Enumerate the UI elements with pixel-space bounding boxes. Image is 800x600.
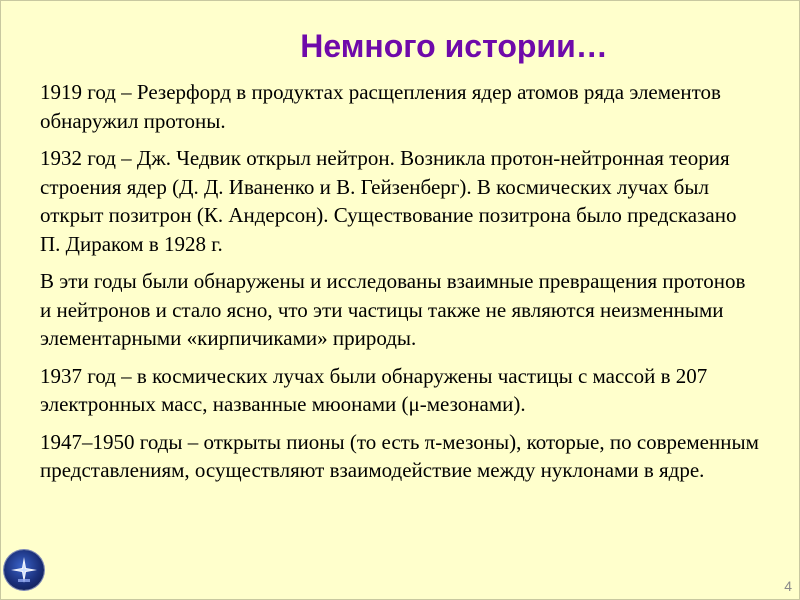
slide-title: Немного истории… — [300, 28, 608, 64]
paragraph-1919: 1919 год – Резерфорд в продуктах расщепления ядер атомов ряда элементов обнаружил протоны. — [40, 80, 721, 133]
star-logo-icon — [4, 550, 44, 590]
paragraph-transformations: В эти годы были обнаружены и исследованы взаимные превращения протонов и нейтронов и стало ясно, что эти частицы также не являются неизменными элементарными «кирпичиками» природы. — [40, 269, 746, 350]
paragraph-1932: 1932 год – Дж. Чедвик открыл нейтрон. Возникла протон-нейтронная теория строения ядер (Д. Д. Иваненко и В. Гейзенберг). В космических лучах был открыт позитрон (К. Андерсон). Существование позитрона было предсказано П. Дираком в 1928 г. — [40, 146, 737, 256]
paragraph-1937: 1937 год – в космических лучах были обнаружены частицы с массой в 207 электронных масс, названные мюонами (μ-мезонами). — [40, 363, 708, 416]
page-number: 4 — [784, 578, 792, 594]
paragraph-1947-1950: 1947–1950 годы – открыты пионы (то есть π-мезоны), которые, по современным представлениям, осуществляют взаимодействие между нуклонами в ядре. — [40, 429, 759, 482]
slide-content — [40, 78, 760, 494]
